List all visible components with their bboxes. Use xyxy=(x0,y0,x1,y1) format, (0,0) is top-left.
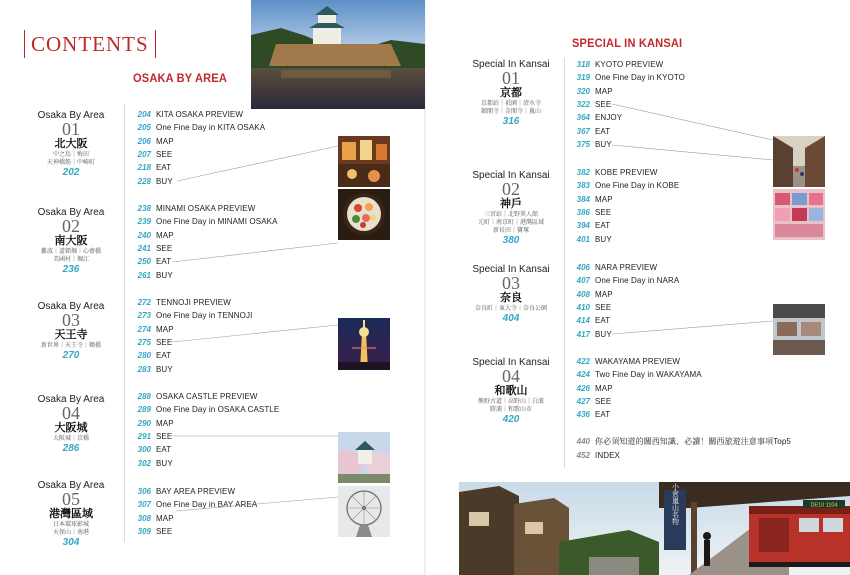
toc-row[interactable]: 273 One Fine Day in TENNOJI xyxy=(137,311,253,321)
area-block-osaka-castle: Osaka By Area 04 大阪城 大阪城｜京橋 286 xyxy=(37,394,105,454)
toc-row[interactable]: 238 MINAMI OSAKA PREVIEW xyxy=(137,203,256,213)
toc-row[interactable]: 204 KITA OSAKA PREVIEW xyxy=(137,109,244,119)
toc-row[interactable]: 228 BUY xyxy=(137,176,173,186)
station-sign-text: 小倉嵐山名物 xyxy=(671,483,679,525)
toc-row[interactable]: 218 EAT xyxy=(137,163,172,173)
toc-row[interactable]: 401 BUY xyxy=(576,234,612,244)
person-silhouette xyxy=(704,540,710,566)
toc-row[interactable]: 205 One Fine Day in KITA OSAKA xyxy=(137,123,266,133)
toc-row[interactable]: 426 MAP xyxy=(576,383,613,393)
toc-row[interactable]: 240 MAP xyxy=(137,230,174,240)
toc-row-index[interactable]: 452 INDEX xyxy=(576,450,620,460)
osaka-castle-sakura-photo xyxy=(338,432,390,483)
toc-row-knowledge[interactable]: 440 你必須知道的關西知識、必讀！關西旅遊注意事項Top5 xyxy=(576,436,791,446)
kobe-goods-photo xyxy=(773,189,825,240)
toc-row[interactable]: 250 EAT xyxy=(137,257,172,267)
train-number-plate: DE10 1104 xyxy=(810,502,838,509)
toc-row[interactable]: 375 BUY xyxy=(576,140,612,150)
toc-row[interactable]: 207 SEE xyxy=(137,149,173,159)
bay-area-ferris-photo xyxy=(338,486,390,537)
toc-row[interactable]: 406 NARA PREVIEW xyxy=(576,262,658,272)
toc-row[interactable]: 280 EAT xyxy=(137,351,172,361)
kyoto-street-photo xyxy=(773,136,825,187)
toc-row[interactable]: 290 MAP xyxy=(137,418,174,428)
toc-row[interactable]: 407 One Fine Day in NARA xyxy=(576,276,680,286)
tennoji-tower-photo xyxy=(338,318,390,370)
toc-row[interactable]: 241 SEE xyxy=(137,243,173,253)
toc-row[interactable]: 414 EAT xyxy=(576,316,611,326)
toc-row[interactable]: 272 TENNOJI PREVIEW xyxy=(137,297,231,307)
toc-row[interactable]: 309 SEE xyxy=(137,526,173,536)
toc-row[interactable]: 394 EAT xyxy=(576,221,611,231)
area-block-nara: Special In Kansai 03 奈良 奈良町｜東大寺｜奈良公園 404 xyxy=(472,264,550,324)
toc-row[interactable]: 320 MAP xyxy=(576,86,613,96)
toc-row[interactable]: 239 One Fine Day in MINAMI OSAKA xyxy=(137,217,278,227)
toc-row[interactable]: 383 One Fine Day in KOBE xyxy=(576,181,680,191)
area-block-kyoto: Special In Kansai 01 京都 京都站｜祇園｜清水寺 銀閣寺｜金閣寺｜嵐山 316 xyxy=(472,59,550,127)
toc-row[interactable]: 422 WAKAYAMA PREVIEW xyxy=(576,356,681,366)
toc-row[interactable]: 283 BUY xyxy=(137,364,173,374)
osaka-by-area-heading: OSAKA BY AREA xyxy=(133,71,227,85)
toc-row[interactable]: 275 SEE xyxy=(137,337,173,347)
area-block-kita-osaka: Osaka By Area 01 北大阪 中之島｜梅田 天神橋筋｜中崎町 202 xyxy=(37,110,105,178)
kita-osaka-photo xyxy=(338,136,390,187)
area-block-kobe: Special In Kansai 02 神戶 三宮站｜北野異人館 元町｜南京町｜港灣區域 新長田｜寶塚 380 xyxy=(472,170,550,246)
osaka-castle-photo xyxy=(251,0,425,109)
toc-row[interactable]: 427 SEE xyxy=(576,396,612,406)
toc-row[interactable]: 300 EAT xyxy=(137,445,172,455)
toc-row[interactable]: 319 One Fine Day in KYOTO xyxy=(576,73,685,83)
minami-osaka-photo xyxy=(338,189,390,240)
area-block-minami-osaka: Osaka By Area 02 南大阪 難波｜道頓堀｜心齋橋 美國村｜堀江 236 xyxy=(37,207,105,275)
toc-row[interactable]: 288 OSAKA CASTLE PREVIEW xyxy=(137,391,258,401)
area-block-bay-area: Osaka By Area 05 港灣區域 日本環球影城 天保山｜南港 304 xyxy=(37,480,105,548)
toc-row[interactable]: 410 SEE xyxy=(576,302,612,312)
toc-row[interactable]: 408 MAP xyxy=(576,289,613,299)
toc-row[interactable]: 367 EAT xyxy=(576,126,611,136)
toc-row[interactable]: 364 ENJOY xyxy=(576,113,623,123)
toc-row[interactable]: 322 SEE xyxy=(576,99,612,109)
nara-shop-photo xyxy=(773,304,825,355)
toc-row[interactable]: 436 EAT xyxy=(576,410,611,420)
wakayama-train-panorama-photo xyxy=(459,482,850,575)
toc-row[interactable]: 424 Two Fine Day in WAKAYAMA xyxy=(576,370,702,380)
toc-row[interactable]: 382 KOBE PREVIEW xyxy=(576,167,658,177)
toc-row[interactable]: 302 BUY xyxy=(137,458,173,468)
toc-row[interactable]: 308 MAP xyxy=(137,513,174,523)
toc-row[interactable]: 417 BUY xyxy=(576,329,612,339)
area-block-wakayama: Special In Kansai 04 和歌山 熊野古道｜高野山｜白濱 勝浦｜和歌山市 420 xyxy=(472,357,550,425)
toc-row[interactable]: 318 KYOTO PREVIEW xyxy=(576,59,664,69)
toc-row[interactable]: 384 MAP xyxy=(576,194,613,204)
toc-row[interactable]: 261 BUY xyxy=(137,270,173,280)
special-in-kansai-heading: SPECIAL IN KANSAI xyxy=(572,36,683,50)
toc-row[interactable]: 306 BAY AREA PREVIEW xyxy=(137,486,236,496)
contents-title: CONTENTS xyxy=(24,30,156,58)
toc-row[interactable]: 291 SEE xyxy=(137,431,173,441)
toc-row[interactable]: 206 MAP xyxy=(137,136,174,146)
area-block-tennoji: Osaka By Area 03 天王寺 新世界｜天王寺｜鶴橋 270 xyxy=(37,301,105,361)
toc-row[interactable]: 289 One Fine Day in OSAKA CASTLE xyxy=(137,405,280,415)
toc-row[interactable]: 386 SEE xyxy=(576,207,612,217)
toc-row[interactable]: 307 One Fine Day in BAY AREA xyxy=(137,500,258,510)
toc-row[interactable]: 274 MAP xyxy=(137,324,174,334)
